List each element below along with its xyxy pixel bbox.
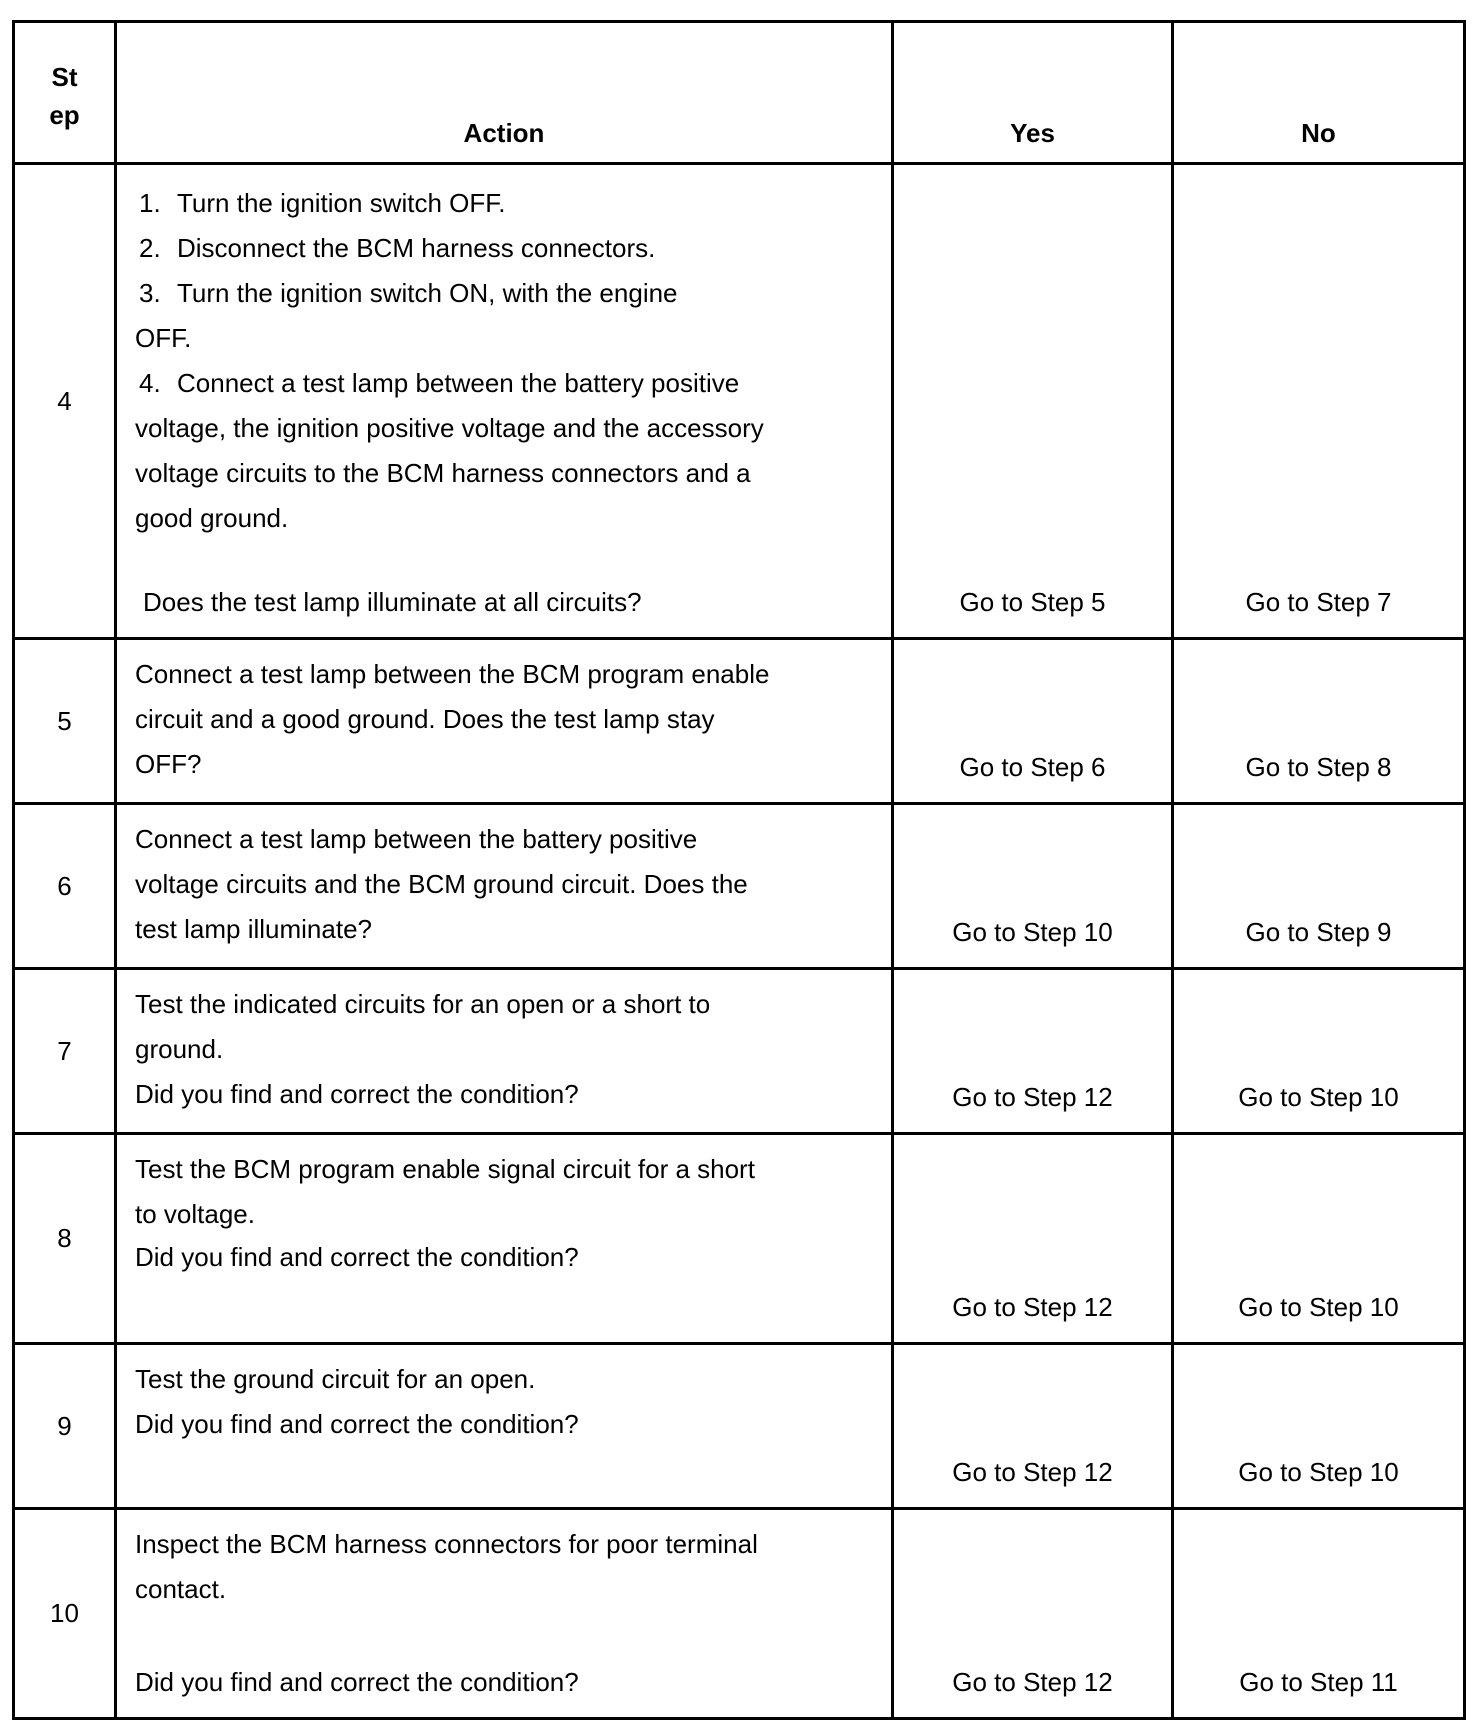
no-result: Go to Step 9 [1245, 917, 1392, 947]
yes-result: Go to Step 12 [952, 1457, 1113, 1487]
step-number: 8 [57, 1223, 72, 1253]
action-line: voltage, the ignition positive voltage and the accessory [135, 413, 764, 443]
action-line: Connect a test lamp between the BCM program enable [135, 659, 770, 689]
header-step [15, 23, 114, 162]
action-line: voltage circuits and the BCM ground circuit. Does the [135, 869, 748, 899]
diagnostic-table [12, 20, 1466, 1720]
action-line: Connect a test lamp between the battery positive [135, 824, 698, 854]
action-line: Test the BCM program enable signal circuit for a short [135, 1154, 755, 1184]
yes-result: Go to Step 12 [952, 1082, 1113, 1112]
action-line: voltage circuits to the BCM harness connectors and a [135, 458, 751, 488]
header-step-line2: ep [49, 99, 80, 130]
yes-result: Go to Step 12 [952, 1667, 1113, 1697]
action-line: 2. Disconnect the BCM harness connectors. [139, 233, 656, 263]
step-number: 9 [57, 1410, 72, 1441]
action-line: Test the indicated circuits for an open or a short to [135, 989, 711, 1019]
action-line: 3. Turn the ignition switch ON, with the engine [139, 278, 678, 308]
step-number: 10 [50, 1598, 79, 1628]
no-result: Go to Step 8 [1245, 752, 1392, 782]
step-action [117, 970, 891, 1132]
action-line: Inspect the BCM harness connectors for poor terminal [135, 1529, 758, 1559]
step-action [117, 805, 891, 967]
yes-result: Go to Step 5 [959, 587, 1106, 617]
step-action [117, 1345, 891, 1507]
step-action [117, 1510, 891, 1717]
action-line: 1. Turn the ignition switch OFF. [139, 188, 506, 218]
header-no-label: No [1301, 118, 1336, 148]
action-line: test lamp illuminate? [135, 914, 372, 944]
step-action [117, 165, 891, 637]
action-line: good ground. [135, 503, 289, 533]
yes-result: Go to Step 12 [952, 1292, 1113, 1322]
step-number: 5 [57, 705, 72, 736]
step-number: 6 [57, 870, 72, 901]
header-yes [894, 23, 1171, 162]
action-line: 4. Connect a test lamp between the battery positive [139, 368, 740, 398]
step-number: 4 [57, 385, 72, 416]
no-result: Go to Step 10 [1238, 1292, 1399, 1322]
action-line: OFF? [135, 749, 202, 779]
action-line: contact. [135, 1574, 227, 1604]
action-question: Did you find and correct the condition? [135, 1667, 579, 1697]
action-line: to voltage. [135, 1199, 255, 1229]
action-line: circuit and a good ground. Does the test lamp stay [135, 704, 715, 734]
step-action [117, 1135, 891, 1342]
header-yes-label: Yes [1010, 118, 1055, 148]
step-action [117, 640, 891, 802]
action-line: Did you find and correct the condition? [135, 1409, 579, 1439]
yes-result: Go to Step 6 [959, 752, 1106, 782]
action-line: Test the ground circuit for an open. [135, 1364, 536, 1394]
yes-result: Go to Step 10 [952, 917, 1113, 947]
no-result: Go to Step 11 [1239, 1667, 1398, 1697]
header-no [1174, 23, 1463, 162]
header-action-label: Action [463, 118, 545, 148]
header-action [117, 23, 891, 162]
action-line: OFF. [135, 323, 192, 353]
action-line: ground. [135, 1034, 224, 1064]
action-line: Did you find and correct the condition? [135, 1242, 579, 1272]
action-line: Did you find and correct the condition? [135, 1079, 579, 1109]
no-result: Go to Step 10 [1238, 1457, 1399, 1487]
header-step-line1: St [51, 61, 78, 92]
step-number: 7 [57, 1035, 72, 1066]
no-result: Go to Step 10 [1238, 1082, 1399, 1112]
no-result: Go to Step 7 [1245, 587, 1392, 617]
action-question: Does the test lamp illuminate at all circuits? [143, 587, 642, 617]
